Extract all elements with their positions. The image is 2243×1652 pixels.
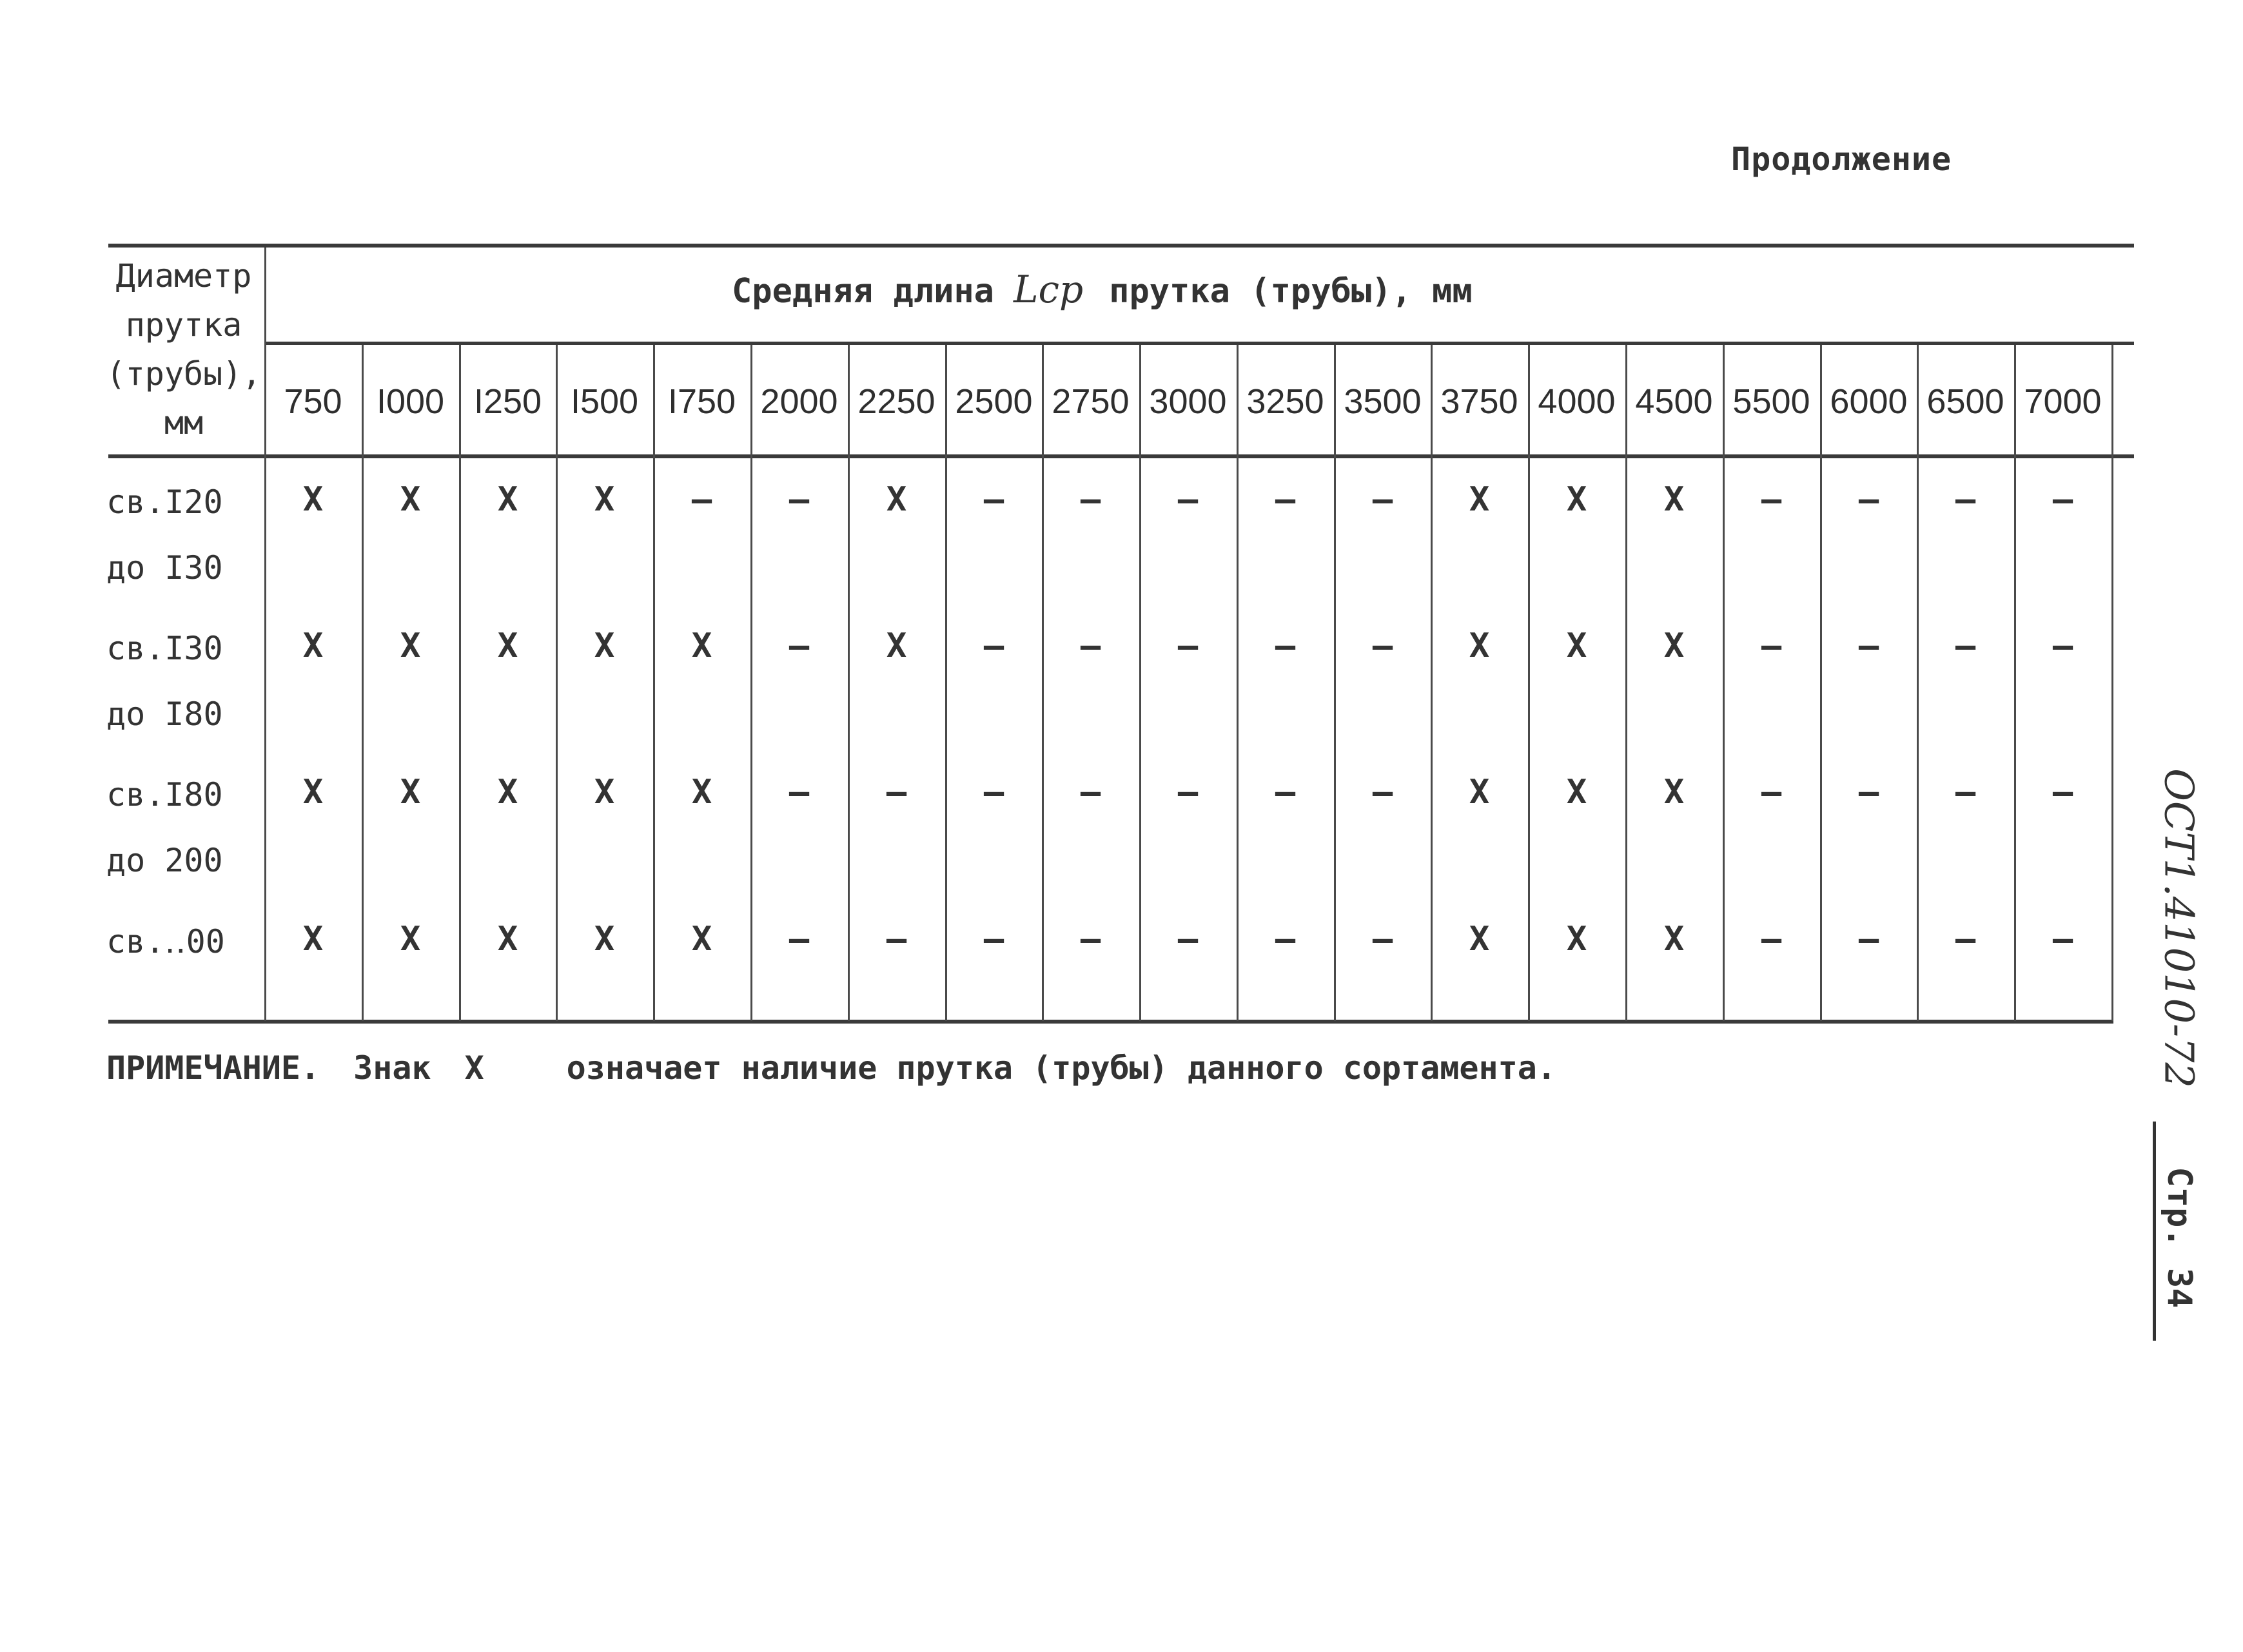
table-cell: – [983, 627, 1004, 665]
column-header: 4500 [1635, 382, 1713, 421]
row-label-line: до 200 [106, 842, 223, 879]
table-cell: X [400, 920, 421, 958]
table-cell: X [1469, 920, 1490, 958]
table-cell: – [1080, 480, 1101, 519]
continuation-label: Продолжение [1731, 141, 1952, 178]
table-cell: – [1275, 773, 1296, 811]
table-cell: X [1663, 920, 1685, 958]
column-header: 4000 [1538, 382, 1616, 421]
table-cell: – [1177, 627, 1199, 665]
table-cell: – [1955, 773, 1976, 811]
row-label-line: до I30 [106, 549, 223, 587]
column-header: I500 [570, 382, 639, 421]
table-cell: – [1858, 627, 1879, 665]
table-cell: – [1177, 920, 1199, 958]
length-symbol: Lср [1014, 267, 1084, 311]
table-cell: X [302, 480, 324, 519]
table-cell: – [1858, 920, 1879, 958]
table-cell: X [1663, 773, 1685, 811]
row-label-line: св.I80 [106, 776, 223, 813]
table-cell: X [400, 480, 421, 519]
table-cell: – [788, 480, 810, 519]
table-cell: X [1469, 480, 1490, 519]
row-label-line: до I80 [106, 695, 223, 733]
table-cell: X [302, 627, 324, 665]
row-label [106, 762, 261, 893]
table-cell: – [1275, 920, 1296, 958]
length-header-suffix: прутка (трубы), мм [1109, 272, 1473, 311]
table-cell: X [497, 480, 518, 519]
column-header: 2000 [760, 382, 838, 421]
page-label: Стр. 34 [2160, 1167, 2199, 1308]
column-header: 750 [284, 382, 342, 421]
note [106, 1049, 1556, 1087]
table-cell: X [1469, 773, 1490, 811]
note-sign: X [464, 1049, 484, 1087]
column-header: 3250 [1246, 382, 1324, 421]
table-cell: – [1372, 773, 1393, 811]
diameter-header-line: мм [164, 404, 204, 442]
row-label [106, 469, 261, 601]
column-header: 2250 [857, 382, 935, 421]
side-doc-code [2150, 768, 2208, 1088]
diameter-header-line: Диаметр [115, 257, 252, 295]
table-cell: X [594, 773, 615, 811]
table-cell: – [1955, 480, 1976, 519]
length-header [732, 267, 1473, 311]
row-label [106, 616, 261, 747]
page-number-rule [2153, 1122, 2156, 1341]
table-cell: X [691, 627, 712, 665]
table-cell: – [1955, 627, 1976, 665]
table-cell: X [594, 480, 615, 519]
column-header: 3000 [1149, 382, 1227, 421]
table-cell: X [594, 920, 615, 958]
column-header: 6000 [1830, 382, 1908, 421]
length-header-prefix: Средняя длина [732, 272, 994, 311]
diameter-header-line: прутка [125, 306, 242, 344]
table-cell: X [302, 773, 324, 811]
table-cell: – [2052, 773, 2073, 811]
column-header: 5500 [1732, 382, 1810, 421]
table-cell: X [497, 627, 518, 665]
table-cell: X [400, 627, 421, 665]
table-cell: – [1275, 627, 1296, 665]
table-cell: – [1177, 773, 1199, 811]
table-cell: – [1761, 773, 1782, 811]
table-cell: – [691, 480, 712, 519]
column-header: 2500 [955, 382, 1033, 421]
column-header: 3750 [1440, 382, 1518, 421]
table-cell: X [1566, 920, 1587, 958]
column-header: I000 [376, 382, 445, 421]
column-header: 2750 [1052, 382, 1130, 421]
table-cell: X [1566, 773, 1587, 811]
table-cell: – [1372, 920, 1393, 958]
table-cell: – [983, 920, 1004, 958]
table-cell: X [691, 920, 712, 958]
table-cell: – [788, 773, 810, 811]
table-cell: – [1372, 627, 1393, 665]
row-label-line: св.I30 [106, 630, 223, 667]
table-cell: – [2052, 627, 2073, 665]
table-cell: X [1663, 627, 1685, 665]
table-cell: – [886, 773, 907, 811]
table-cell: – [1858, 773, 1879, 811]
diameter-header [103, 251, 264, 447]
table-cell: – [886, 920, 907, 958]
table-cell: – [1955, 920, 1976, 958]
note-text-before: Знак [353, 1049, 431, 1087]
row-label [106, 909, 261, 975]
doc-code: ОСТ1.41010-72 [2155, 768, 2203, 1088]
table-cell: X [886, 627, 907, 665]
row-label-line: св.‥00 [106, 923, 225, 960]
column-divider [2111, 345, 2113, 1021]
table-cell: X [302, 920, 324, 958]
table-bottom-rule [108, 1020, 2113, 1024]
table-cell: – [1080, 920, 1101, 958]
header-sub-rule [264, 342, 2134, 345]
table-cell: – [1761, 920, 1782, 958]
row-label-line: св.I20 [106, 483, 223, 521]
table-cell: X [400, 773, 421, 811]
note-label: ПРИМЕЧАНИЕ. [106, 1049, 320, 1087]
table-top-rule [108, 244, 2134, 248]
side-page-number [2150, 1122, 2208, 1354]
table-cell: – [983, 480, 1004, 519]
table-cell: X [497, 920, 518, 958]
table-cell: – [983, 773, 1004, 811]
table-cell: – [1177, 480, 1199, 519]
table-cell: – [788, 920, 810, 958]
table-cell: X [886, 480, 907, 519]
note-text-after: означает наличие прутка (трубы) данного сортамента. [566, 1049, 1556, 1087]
table-cell: – [1080, 773, 1101, 811]
table-cell: – [2052, 920, 2073, 958]
table-cell: X [691, 773, 712, 811]
column-header: 7000 [2024, 382, 2102, 421]
header-bottom-rule [108, 454, 2134, 458]
table-cell: – [1080, 627, 1101, 665]
table-cell: X [1663, 480, 1685, 519]
table-cell: – [1761, 627, 1782, 665]
table-cell: – [2052, 480, 2073, 519]
table-cell: X [1566, 480, 1587, 519]
table-cell: X [1566, 627, 1587, 665]
table-cell: X [594, 627, 615, 665]
column-header: I750 [667, 382, 736, 421]
table-cell: X [1469, 627, 1490, 665]
table-cell: – [1372, 480, 1393, 519]
table-cell: – [1858, 480, 1879, 519]
table-cell: – [788, 627, 810, 665]
table-cell: X [497, 773, 518, 811]
column-header: I250 [473, 382, 542, 421]
table-cell: – [1275, 480, 1296, 519]
table-cell: – [1761, 480, 1782, 519]
diameter-header-line: (трубы), [106, 355, 262, 393]
column-header: 3500 [1344, 382, 1422, 421]
column-header: 6500 [1926, 382, 2004, 421]
